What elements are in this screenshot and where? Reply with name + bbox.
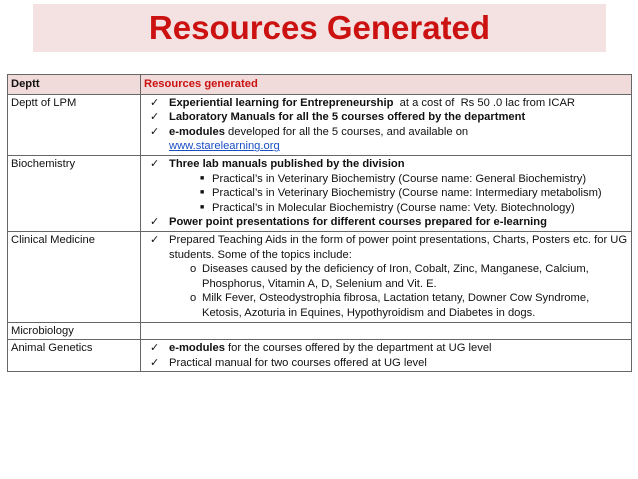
dept-cell: Clinical Medicine (8, 231, 141, 322)
square-bullet-icon: ■ (200, 174, 205, 182)
list-item: o Milk Fever, Osteodystrophia fibrosa, Lactation tetany, Downer Cow Syndrome, Ketosis, Azoturia in Equines, Hypothyroidism and Diabetes in dogs. (190, 292, 590, 319)
list-item: o Diseases caused by the deficiency of Iron, Cobalt, Zinc, Manganese, Calcium, Phosphorus, Vitamin A, D, Selenium and Vit. E. (190, 263, 589, 290)
check-mark-icon: ✓ (150, 342, 160, 355)
page-title: Resources Generated (148, 9, 491, 46)
list-item: ✓ e-modules for the courses offered by the department at UG level (150, 342, 492, 355)
table-row (8, 322, 632, 340)
dept-cell: Microbiology (8, 322, 141, 340)
header-deptt: Deptt (8, 75, 141, 95)
dept-cell: Biochemistry (8, 155, 141, 231)
table-row (8, 94, 632, 155)
list-item: ✓ Laboratory Manuals for all the 5 courses offered by the department (150, 111, 526, 124)
resources-table (7, 74, 632, 372)
circle-bullet-icon: o (190, 292, 197, 305)
check-mark-icon: ✓ (150, 216, 160, 229)
check-mark-icon: ✓ (150, 111, 160, 124)
square-bullet-icon: ■ (200, 189, 205, 197)
dept-cell: Deptt of LPM (8, 94, 141, 155)
resources-cell (141, 322, 632, 340)
resources-cell (141, 155, 632, 231)
list-item: ✓ Experiential learning for Entrepreneurship at a cost of Rs 50 .0 lac from ICAR (150, 96, 575, 109)
table-row (8, 231, 632, 322)
header-row (8, 75, 632, 95)
table-row (8, 155, 632, 231)
resources-cell (141, 94, 632, 155)
table-row (8, 340, 632, 372)
dept-cell: Animal Genetics (8, 340, 141, 372)
list-item: ■ Practical’s in Molecular Biochemistry (Course name: Vety. Biotechnology) (200, 201, 575, 214)
circle-bullet-icon: o (190, 263, 197, 276)
check-mark-icon: ✓ (150, 356, 160, 369)
list-item: ✓ Power point presentations for different courses prepared for e-learning (150, 216, 547, 229)
header-resources: Resources generated (141, 75, 632, 95)
resources-cell (141, 231, 632, 322)
check-mark-icon: ✓ (150, 157, 160, 170)
check-mark-icon: ✓ (150, 96, 160, 109)
list-item: ■ Practical’s in Veterinary Biochemistry (Course name: Intermediary metabolism) (200, 187, 602, 200)
square-bullet-icon: ■ (200, 203, 205, 211)
resources-cell (141, 340, 632, 372)
list-item: ✓ Practical manual for two courses offered at UG level (150, 356, 427, 369)
list-item: ■ Practical’s in Veterinary Biochemistry (Course name: General Biochemistry) (200, 172, 587, 185)
list-item: ✓ Three lab manuals published by the division (150, 157, 405, 170)
check-mark-icon: ✓ (150, 233, 160, 246)
starelearning-link[interactable]: www.starelearning.org (169, 140, 280, 153)
check-mark-icon: ✓ (150, 125, 160, 138)
list-item: ✓ Prepared Teaching Aids in the form of power point presentations, Charts, Posters etc. for UG students. Some of the topics include: o Diseases caused by the deficiency of Iron, Cobalt, Zinc, Manganese, Calcium, Phosphorus, Vitamin A, D, Selenium and Vit. E. o Milk Fever, Osteodystrophia fibrosa, Lactation tetany, Downer Cow Syndrome, Ketosis, Azoturia in Equines, Hypothyroidism and Diabetes in dogs. (150, 233, 628, 319)
list-item: ✓ e-modules developed for all the 5 courses, and available on www.starelearning.org (150, 125, 469, 153)
